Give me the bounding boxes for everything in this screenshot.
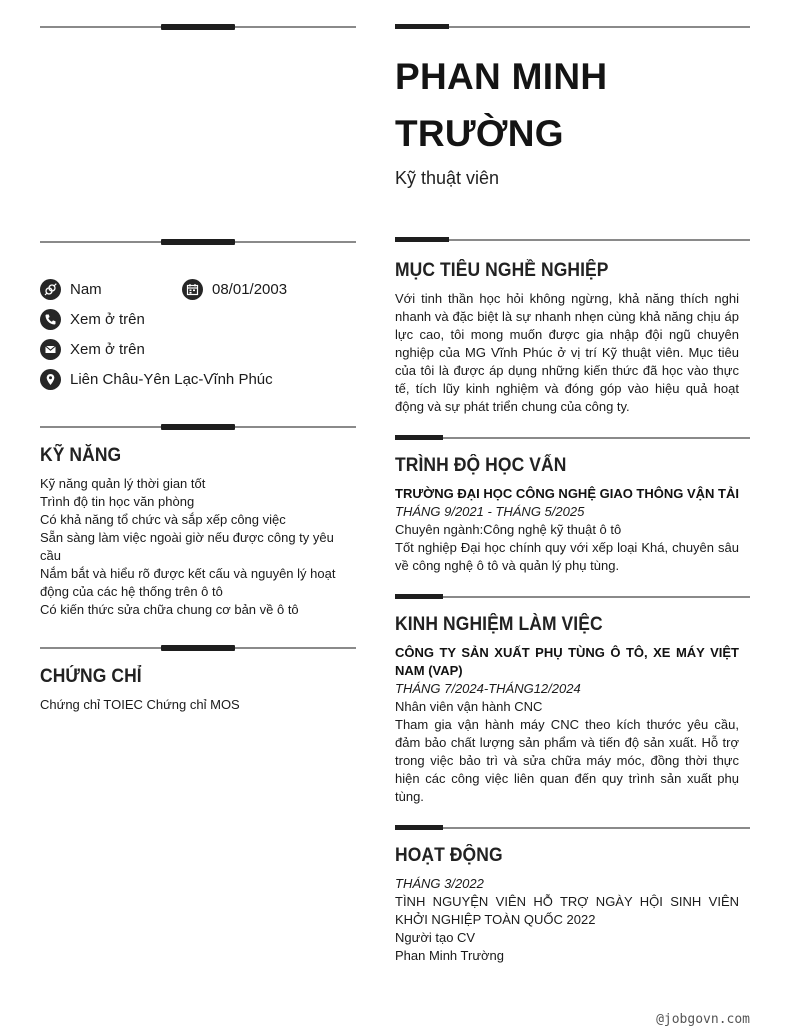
skill-item: Kỹ năng quản lý thời gian tốt xyxy=(40,476,206,491)
email-value: Xem ở trên xyxy=(70,340,145,358)
job-title: Kỹ thuật viên xyxy=(395,168,500,188)
experience-period: THÁNG 7/2024-THÁNG12/2024 xyxy=(395,681,581,696)
contact-address xyxy=(40,367,273,391)
education-title: TRÌNH ĐỘ HỌC VẤN xyxy=(395,455,567,476)
name-line-1: PHAN MINH xyxy=(395,56,608,97)
objective-title: MỤC TIÊU NGHỀ NGHIỆP xyxy=(395,260,609,281)
full-name xyxy=(395,48,750,162)
name-line-2: TRƯỜNG xyxy=(395,113,564,154)
skill-item: Có kiến thức sửa chữa chung cơ bản về ô tô xyxy=(40,602,299,617)
contact-phone xyxy=(40,307,145,331)
experience-company: CÔNG TY SẢN XUẤT PHỤ TÙNG Ô TÔ, XE MÁY VIỆT NAM (VAP) xyxy=(395,645,739,678)
cv-creator-name: Phan Minh Trường xyxy=(395,948,505,963)
contact-birthdate xyxy=(182,277,287,301)
objective-text: Với tinh thần học hỏi không ngừng, khả năng thích nghi nhanh và đặc biệt là sự nhanh nhẹn cùng khả năng chịu áp lực cao, tôi mong muốn được gia nhập đội ngũ chuyên nghiệp của MG Vĩnh Phúc ở vị trí Kỹ thuật viên. Mục tiêu của tôi là được áp dụng những kiến thức đã học vào thực tế, tích lũy kinh nghiệm và đóng góp vào hiệu quả hoạt động và sự phát triển chung của công ty. xyxy=(395,291,739,414)
phone-value: Xem ở trên xyxy=(70,310,145,328)
experience-description: Tham gia vận hành máy CNC theo kích thước yêu cầu, đảm bảo chất lượng sản phẩm và tiến độ sản xuất. Hỗ trợ trong việc bảo trì và sửa chữa máy móc, đồng thời thực hiện các công việc liên quan đến quy trình sản xuất phụ tùng. xyxy=(395,717,739,804)
skills-title: KỸ NĂNG xyxy=(40,445,122,466)
divider xyxy=(395,596,750,598)
divider xyxy=(395,437,750,439)
education-period: THÁNG 9/2021 - THÁNG 5/2025 xyxy=(395,504,585,519)
contact-email xyxy=(40,337,145,361)
calendar-icon xyxy=(182,279,203,300)
activities-title: HOẠT ĐỘNG xyxy=(395,845,503,866)
contact-gender xyxy=(40,277,102,301)
certificates-text: Chứng chỉ TOIEC Chứng chỉ MOS xyxy=(40,697,240,712)
divider xyxy=(395,239,750,241)
gender-icon xyxy=(40,279,61,300)
gender-value: Nam xyxy=(70,280,102,298)
skill-item: Có khả năng tổ chức và sắp xếp công việc xyxy=(40,512,286,527)
divider xyxy=(395,827,750,829)
skills-list xyxy=(40,475,345,619)
education-description: Tốt nghiệp Đại học chính quy với xếp loại Khá, chuyên sâu về công nghệ ô tô và quản lý phụ tùng. xyxy=(395,540,739,573)
mail-icon xyxy=(40,339,61,360)
divider xyxy=(40,647,356,649)
divider xyxy=(40,26,356,28)
divider xyxy=(40,426,356,428)
certificates-title: CHỨNG CHỈ xyxy=(40,666,142,687)
cv-creator-label: Người tạo CV xyxy=(395,930,476,945)
activities-period: THÁNG 3/2022 xyxy=(395,876,484,891)
birthdate-value: 08/01/2003 xyxy=(212,280,288,298)
skill-item: Trình độ tin học văn phòng xyxy=(40,494,195,509)
divider xyxy=(395,26,750,28)
location-pin-icon xyxy=(40,369,61,390)
watermark: @jobgovn.com xyxy=(656,1012,750,1027)
experience-position: Nhân viên vận hành CNC xyxy=(395,699,543,714)
experience-title: KINH NGHIỆM LÀM VIỆC xyxy=(395,614,603,635)
phone-icon xyxy=(40,309,61,330)
education-school: TRƯỜNG ĐẠI HỌC CÔNG NGHỆ GIAO THÔNG VẬN TẢI xyxy=(395,486,739,501)
activities-description: TÌNH NGUYỆN VIÊN HỖ TRỢ NGÀY HỘI SINH VIÊN KHỞI NGHIỆP TOÀN QUỐC 2022 xyxy=(395,894,739,927)
divider xyxy=(40,241,356,243)
skill-item: Sẵn sàng làm việc ngoài giờ nếu được công ty yêu cầu xyxy=(40,530,334,563)
skill-item: Nắm bắt và hiểu rõ được kết cấu và nguyên lý hoạt động của các hệ thống trên ô tô xyxy=(40,566,336,599)
address-value: Liên Châu-Yên Lạc-Vĩnh Phúc xyxy=(70,370,273,388)
education-major: Chuyên ngành:Công nghệ kỹ thuật ô tô xyxy=(395,522,622,537)
